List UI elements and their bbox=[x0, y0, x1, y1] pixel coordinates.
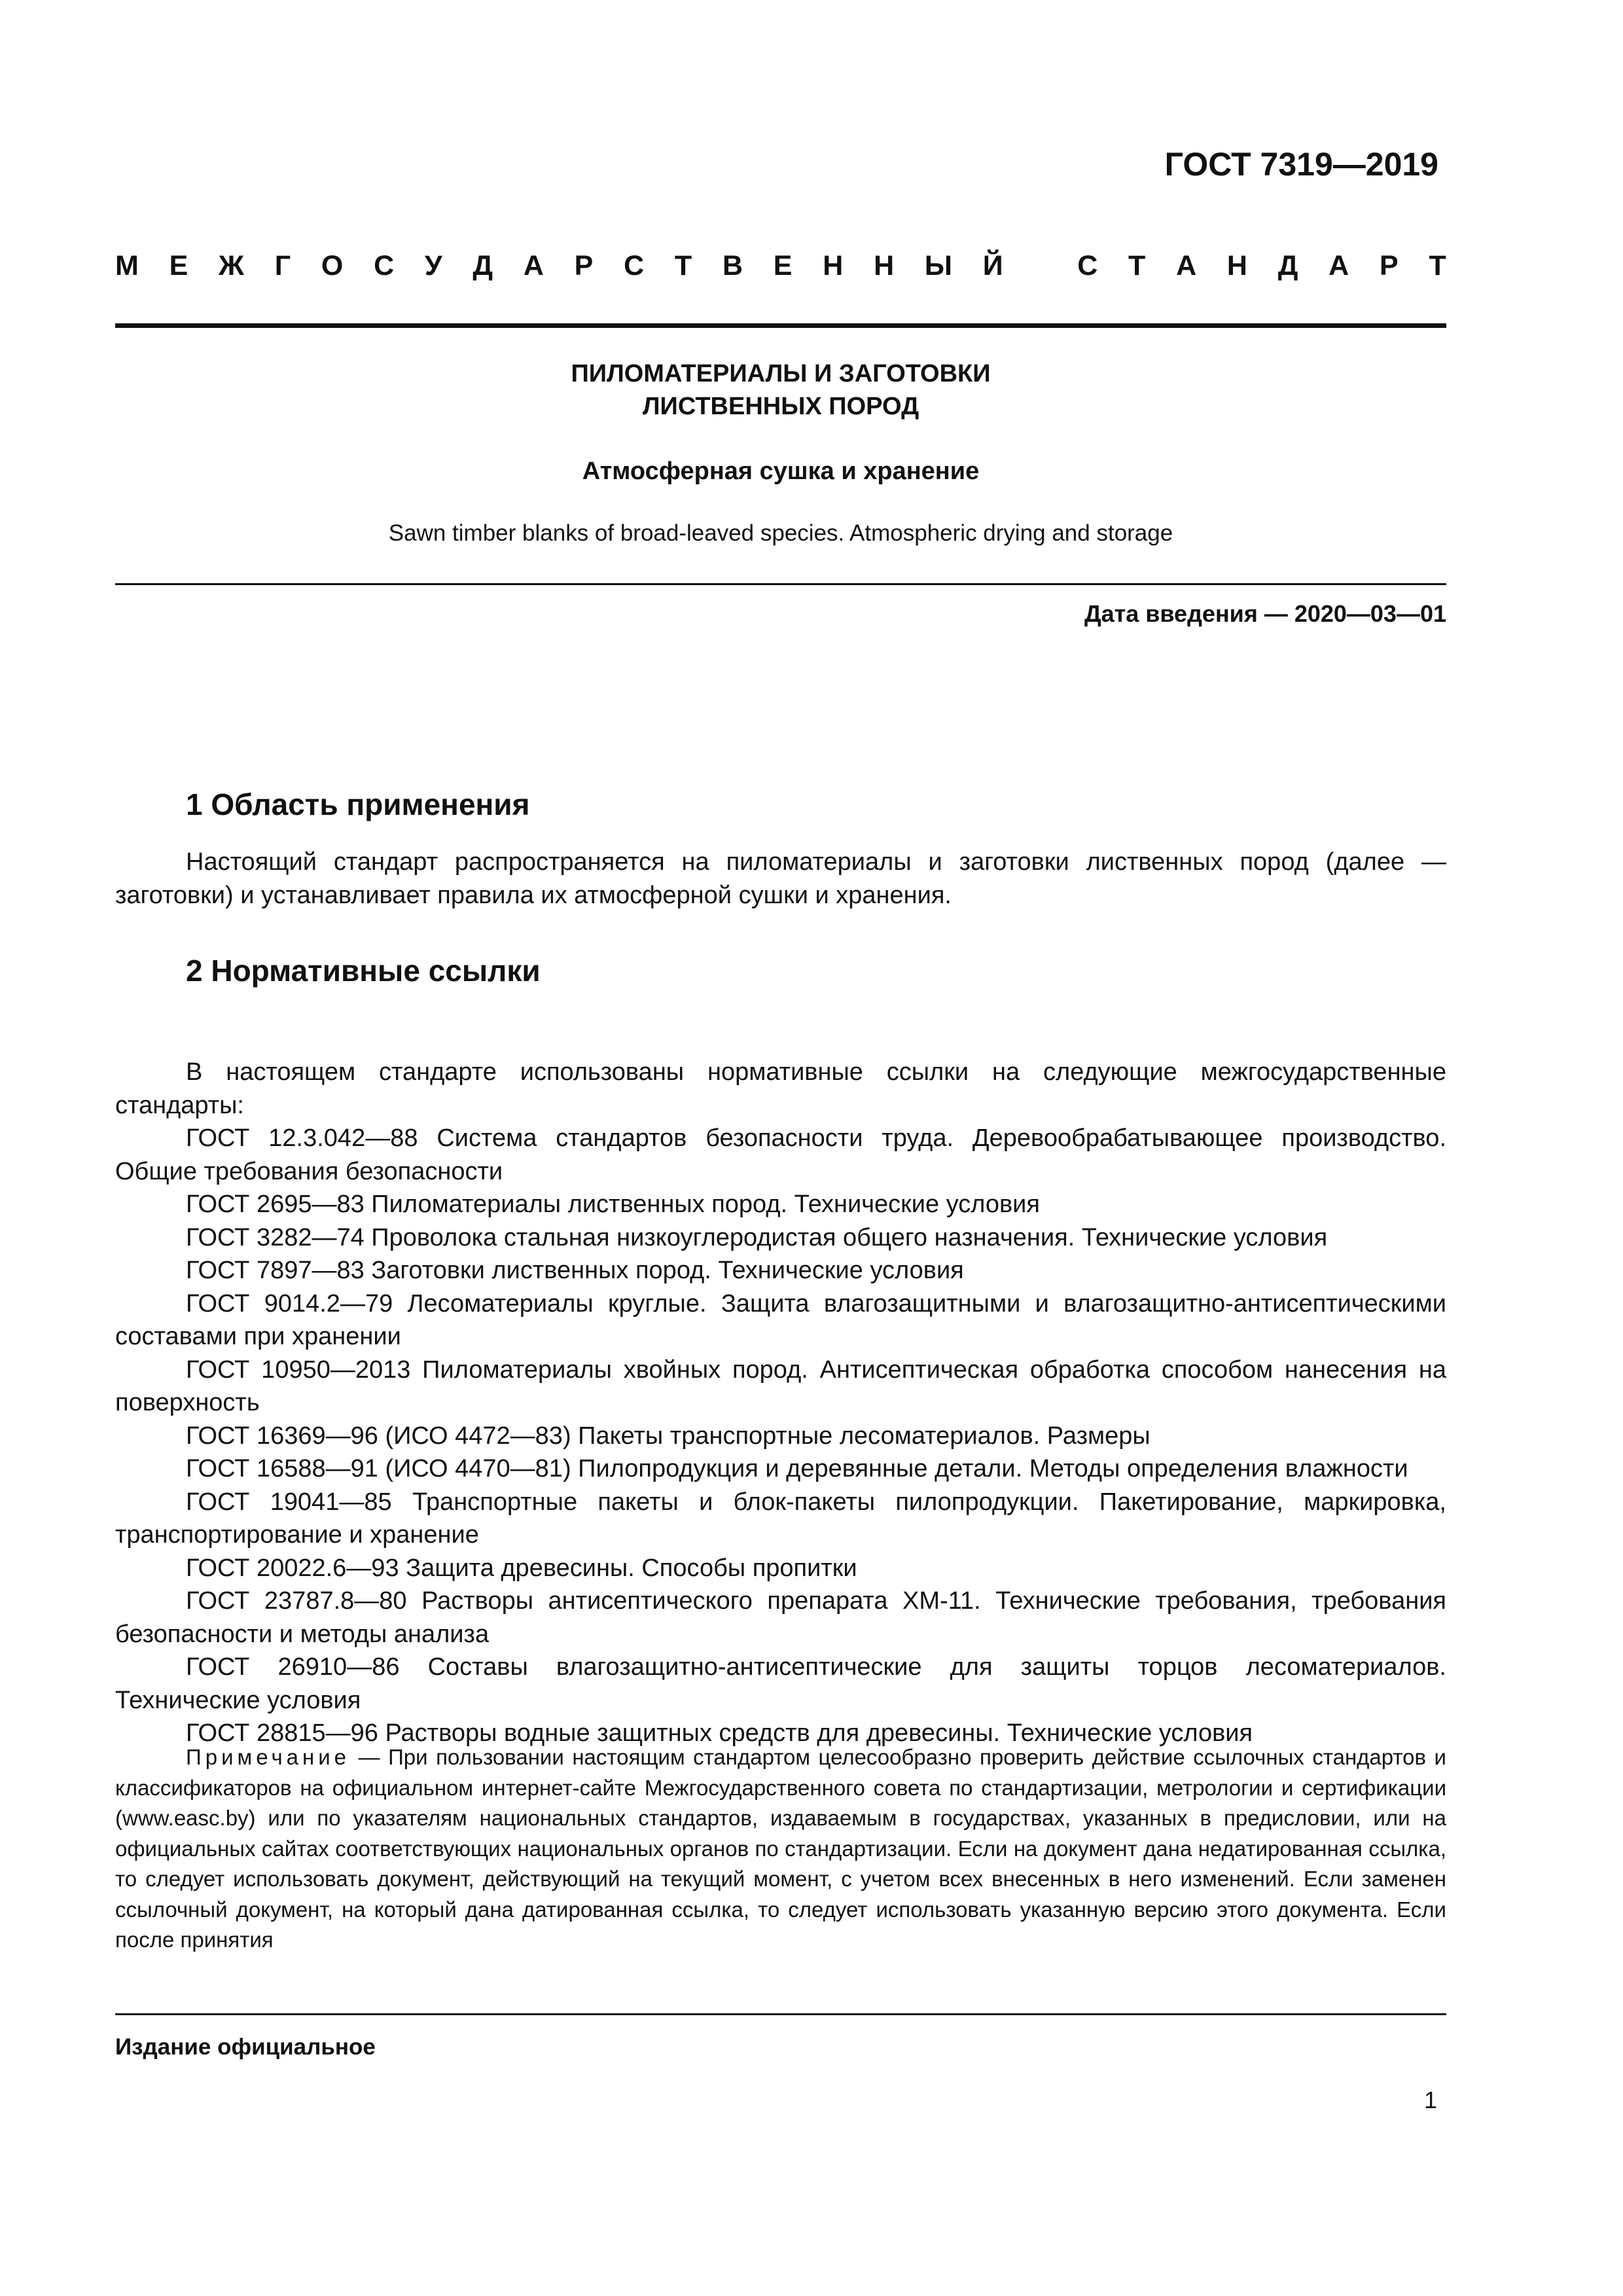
english-title: Sawn timber blanks of broad-leaved species. Atmospheric drying and storage bbox=[388, 520, 1173, 546]
interstate-letter bbox=[1033, 250, 1046, 282]
interstate-letter: Т bbox=[1429, 250, 1446, 281]
references-note bbox=[115, 1742, 1446, 1956]
interstate-letter: У bbox=[424, 250, 442, 281]
normative-references bbox=[115, 1056, 1446, 1750]
interstate-letter: Т bbox=[1128, 250, 1146, 281]
interstate-letter: Ж bbox=[219, 250, 244, 281]
interstate-letter: С bbox=[374, 250, 395, 281]
reference-item: ГОСТ 10950—2013 Пиломатериалы хвойных пород. Антисептическая обработка способом нанесения на поверхность bbox=[115, 1355, 1446, 1416]
interstate-letter: Е bbox=[169, 250, 188, 281]
interstate-letter: О bbox=[321, 250, 344, 281]
header-rule bbox=[115, 323, 1446, 328]
interstate-letter: С bbox=[624, 250, 645, 281]
reference-item: ГОСТ 9014.2—79 Лесоматериалы круглые. Защита влагозащитными и влагозащитно-антисептическими составами при хранении bbox=[115, 1289, 1446, 1350]
page-number: 1 bbox=[1423, 2087, 1437, 2113]
interstate-letter: А bbox=[1176, 250, 1197, 281]
interstate-letter: В bbox=[722, 250, 743, 281]
section-2-heading: 2 Нормативные ссылки bbox=[186, 954, 541, 988]
document-title bbox=[115, 357, 1446, 423]
section-1-text: Настоящий стандарт распространяется на пиломатериалы и заготовки лиственных пород (далее — заготовки) и устанавливает правила их атмосферной сушки и хранения. bbox=[115, 848, 1446, 909]
interstate-letter: Ы bbox=[924, 250, 953, 281]
interstate-letter: Г bbox=[274, 250, 291, 281]
note-text: — При пользовании настоящим стандартом целесообразно проверить действие ссылочных стандартов и классификаторов на официальном интернет-сайте Межгосударственного совета по стандартизации, метрологии и сертификации (www.easc.by) или по указателям национальных стандартов, издаваемым в государствах, указанных в предисловии, или на официальных сайтах соответствующих национальных органов по стандартизации. Если на документ дана недатированная ссылка, то следует использовать документ, действующий на текущий момент, с учетом всех внесенных в него изменений. Если заменен ссылочный документ, на который дана датированная ссылка, то следует использовать указанную версию этого документа. Если после принятия bbox=[115, 1745, 1446, 1952]
title-rule bbox=[115, 583, 1446, 585]
reference-item: ГОСТ 7897—83 Заготовки лиственных пород. Технические условия bbox=[186, 1257, 964, 1284]
interstate-letter: Т bbox=[674, 250, 692, 281]
reference-item: ГОСТ 19041—85 Транспортные пакеты и блок-пакеты пилопродукции. Пакетирование, маркировка, транспортирование и хранение bbox=[115, 1488, 1446, 1549]
reference-item: ГОСТ 3282—74 Проволока стальная низкоуглеродистая общего назначения. Технические условия bbox=[186, 1223, 1328, 1251]
interstate-letter: Й bbox=[982, 250, 1003, 281]
interstate-letter: М bbox=[115, 250, 139, 281]
reference-item: ГОСТ 20022.6—93 Защита древесины. Способы пропитки bbox=[186, 1554, 857, 1582]
document-subtitle: Атмосферная сушка и хранение bbox=[582, 457, 980, 485]
reference-item: ГОСТ 16369—96 (ИСО 4472—83) Пакеты транспортные лесоматериалов. Размеры bbox=[186, 1422, 1150, 1450]
interstate-letter: Д bbox=[473, 250, 493, 281]
interstate-letter: Е bbox=[773, 250, 793, 281]
reference-item: ГОСТ 26910—86 Составы влагозащитно-антисептические для защиты торцов лесоматериалов. Технические условия bbox=[115, 1653, 1446, 1714]
interstate-letter: Д bbox=[1277, 250, 1298, 281]
official-edition-label: Издание официальное bbox=[115, 2034, 376, 2060]
title-line-1: ПИЛОМАТЕРИАЛЫ И ЗАГОТОВКИ bbox=[571, 360, 991, 387]
footer-rule bbox=[115, 2013, 1446, 2015]
standard-number: ГОСТ 7319—2019 bbox=[1164, 146, 1438, 183]
section-1-heading: 1 Область применения bbox=[186, 787, 530, 821]
title-line-2: ЛИСТВЕННЫХ ПОРОД bbox=[642, 393, 919, 420]
introduction-date: Дата введения — 2020—03—01 bbox=[1084, 600, 1446, 627]
interstate-letter: А bbox=[523, 250, 544, 281]
interstate-letter: Р bbox=[1379, 250, 1399, 281]
reference-item: ГОСТ 28815—96 Растворы водные защитных средств для древесины. Технические условия bbox=[186, 1719, 1253, 1747]
interstate-letter: А bbox=[1329, 250, 1349, 281]
interstate-letter: Р bbox=[574, 250, 594, 281]
interstate-letter: Н bbox=[823, 250, 844, 281]
interstate-letter: Н bbox=[874, 250, 895, 281]
interstate-standard-heading bbox=[115, 250, 1446, 282]
note-label: Примечание bbox=[186, 1745, 351, 1769]
interstate-letter: Н bbox=[1226, 250, 1247, 281]
reference-item: ГОСТ 12.3.042—88 Система стандартов безопасности труда. Деревообрабатывающее производство. Общие требования безопасности bbox=[115, 1124, 1446, 1185]
reference-item: ГОСТ 2695—83 Пиломатериалы лиственных пород. Технические условия bbox=[186, 1191, 1040, 1218]
reference-item: ГОСТ 23787.8—80 Растворы антисептического препарата ХМ-11. Технические требования, требования безопасности и методы анализа bbox=[115, 1587, 1446, 1648]
reference-item: ГОСТ 16588—91 (ИСО 4470—81) Пилопродукция и деревянные детали. Методы определения влажности bbox=[186, 1455, 1408, 1482]
references-intro: В настоящем стандарте использованы нормативные ссылки на следующие межгосударственные стандарты: bbox=[115, 1058, 1446, 1119]
interstate-letter: С bbox=[1077, 250, 1098, 281]
